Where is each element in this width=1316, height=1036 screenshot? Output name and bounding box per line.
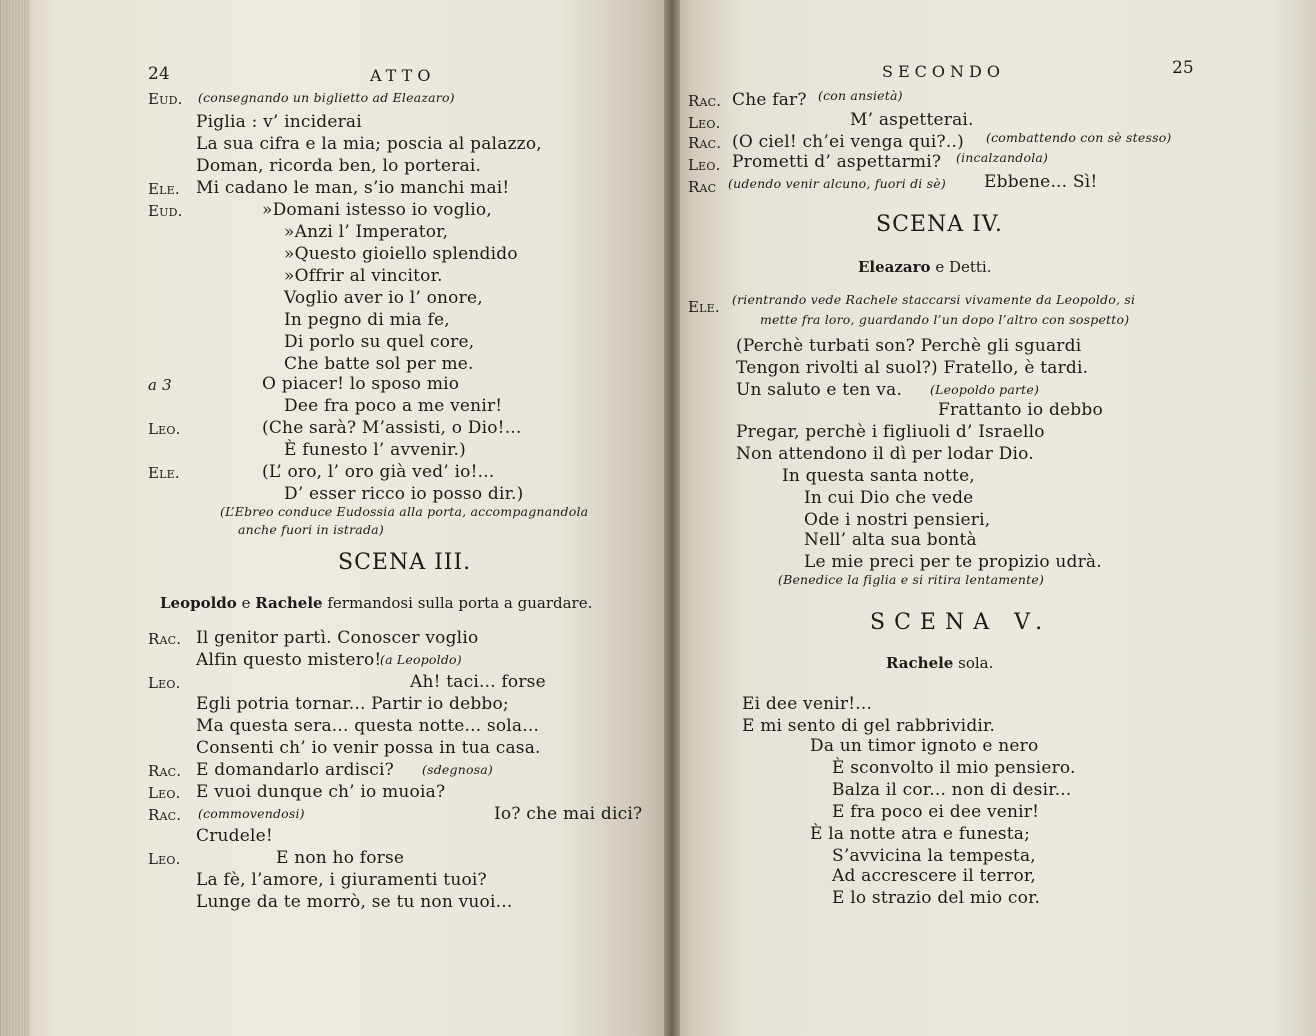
cast-note: sola. [958, 654, 994, 672]
speaker: Leo. [688, 114, 721, 132]
verse-line: (Che sarà? M’assisti, o Dio!... [262, 418, 522, 438]
speaker: Leo. [148, 674, 181, 692]
speaker: Rac. [688, 92, 722, 110]
scene-title: SCENA IV. [876, 212, 1003, 237]
verse-line: (Perchè turbati son? Perchè gli sguardi [736, 336, 1082, 356]
verse-line: E lo strazio del mio cor. [832, 888, 1041, 908]
stage-direction: (consegnando un biglietto ad Eleazaro) [198, 90, 455, 105]
speaker: Rac. [148, 630, 182, 648]
verse-line: Che far? [732, 90, 807, 110]
verse-line: Che batte sol per me. [284, 354, 474, 374]
stage-direction: (combattendo con sè stesso) [986, 130, 1172, 145]
cast-line [160, 594, 592, 612]
speaker: Ele. [688, 298, 720, 316]
verse-line: Balza il cor... non di desir... [832, 780, 1072, 800]
verse-line: O piacer! lo sposo mio [262, 374, 460, 394]
verse-line: Alfin questo mistero! [196, 650, 382, 670]
verse-line: Ode i nostri pensieri, [804, 510, 991, 530]
verse-line: La sua cifra e la mia; poscia al palazzo, [196, 134, 542, 154]
stage-direction: (incalzandola) [956, 150, 1049, 165]
verse-line: E mi sento di gel rabbrividir. [742, 716, 996, 736]
page-number: 24 [148, 64, 170, 84]
stage-direction: (Leopoldo parte) [930, 382, 1040, 397]
verse-line: Mi cadano le man, s’io manchi mai! [196, 178, 510, 198]
verse-line: Ebbene... Sì! [984, 172, 1098, 192]
stage-direction: (L’Ebreo conduce Eudossia alla porta, accompagnandola [220, 504, 589, 519]
verse-line: (O ciel! ch’ei venga qui?..) [732, 132, 964, 152]
verse-line: Nell’ alta sua bontà [804, 530, 977, 550]
speaker: Leo. [148, 850, 181, 868]
verse-line: E non ho forse [276, 848, 405, 868]
verse-line: Crudele! [196, 826, 273, 846]
stage-direction: (rientrando vede Rachele staccarsi vivamente da Leopoldo, si [732, 292, 1136, 307]
stage-direction: anche fuori in istrada) [238, 522, 384, 537]
verse-line: »Domani istesso io voglio, [262, 200, 492, 220]
verse-line: È la notte atra e funesta; [810, 824, 1031, 844]
speaker: Ele. [148, 464, 180, 482]
verse-line: Lunge da te morrò, se tu non vuoi... [196, 892, 513, 912]
stage-direction: (commovendosi) [198, 806, 305, 821]
verse-line: È funesto l’ avvenir.) [284, 440, 466, 460]
speaker: Rac. [688, 134, 722, 152]
verse-line: Ah! taci... forse [410, 672, 546, 692]
verse-line: Prometti d’ aspettarmi? [732, 152, 942, 172]
verse-line: Io? che mai dici? [494, 804, 643, 824]
stage-direction: (Benedice la figlia e si ritira lentamente) [778, 572, 1045, 587]
page-number: 25 [1172, 58, 1194, 78]
page-edges [0, 0, 30, 1036]
verse-line: Non attendono il dì per lodar Dio. [736, 444, 1034, 464]
running-head: ATTO [370, 66, 436, 85]
verse-line: »Offrir al vincitor. [284, 266, 443, 286]
verse-line: Dee fra poco a me venir! [284, 396, 503, 416]
cast-name: Leopoldo [160, 594, 237, 612]
running-head: SECONDO [882, 62, 1005, 81]
speaker: Eud. [148, 202, 183, 220]
stage-direction: (udendo venir alcuno, fuori di sè) [728, 176, 946, 191]
speaker: Leo. [148, 420, 181, 438]
speaker: Rac. [148, 762, 182, 780]
verse-line: Di porlo su quel core, [284, 332, 475, 352]
speaker: Ele. [148, 180, 180, 198]
cast-name: Rachele [886, 654, 954, 672]
cast-conj: e [241, 594, 251, 612]
verse-line: Voglio aver io l’ onore, [284, 288, 483, 308]
cast-note: e Detti. [935, 258, 992, 276]
verse-line: Tengon rivolti al suol?) Fratello, è tardi. [736, 358, 1089, 378]
verse-line: Pregar, perchè i figliuoli d’ Israello [736, 422, 1045, 442]
verse-line: In pegno di mia fe, [284, 310, 450, 330]
verse-line: Ma questa sera... questa notte... sola... [196, 716, 540, 736]
verse-line: Ei dee venir!... [742, 694, 873, 714]
stage-direction: (a Leopoldo) [380, 652, 462, 667]
verse-line: E fra poco ei dee venir! [832, 802, 1040, 822]
speaker: a 3 [148, 376, 172, 394]
right-page [672, 0, 1316, 1036]
book-gutter [664, 0, 680, 1036]
verse-line: D’ esser ricco io posso dir.) [284, 484, 524, 504]
verse-line: Il genitor partì. Conoscer voglio [196, 628, 479, 648]
stage-direction: (sdegnosa) [422, 762, 494, 777]
verse-line: Da un timor ignoto e nero [810, 736, 1039, 756]
verse-line: Egli potria tornar... Partir io debbo; [196, 694, 509, 714]
verse-line: E vuoi dunque ch’ io muoia? [196, 782, 446, 802]
speaker: Leo. [688, 156, 721, 174]
scene-title: SCENA III. [338, 550, 472, 575]
verse-line: Consenti ch’ io venir possa in tua casa. [196, 738, 541, 758]
verse-line: »Questo gioiello splendido [284, 244, 518, 264]
speaker: Rac [688, 178, 717, 196]
verse-line: S’avvicina la tempesta, [832, 846, 1036, 866]
cast-line [886, 654, 993, 672]
verse-line: In cui Dio che vede [804, 488, 974, 508]
verse-line: La fè, l’amore, i giuramenti tuoi? [196, 870, 487, 890]
speaker: Leo. [148, 784, 181, 802]
verse-line: »Anzi l’ Imperator, [284, 222, 449, 242]
speaker: Rac. [148, 806, 182, 824]
verse-line: Frattanto io debbo [938, 400, 1103, 420]
verse-line: Piglia : v’ inciderai [196, 112, 362, 132]
scene-title: SCENA V. [870, 610, 1052, 635]
verse-line: Le mie preci per te propizio udrà. [804, 552, 1102, 572]
cast-name: Eleazaro [858, 258, 931, 276]
verse-line: E domandarlo ardisci? [196, 760, 394, 780]
cast-line [858, 258, 992, 276]
cast-name: Rachele [255, 594, 323, 612]
speaker: Eud. [148, 90, 183, 108]
verse-line: M’ aspetterai. [850, 110, 974, 130]
verse-line: Un saluto e ten va. [736, 380, 903, 400]
stage-direction: mette fra loro, guardando l’un dopo l’altro con sospetto) [760, 312, 1130, 327]
stage-direction: (con ansietà) [818, 88, 903, 103]
verse-line: (L’ oro, l’ oro già ved’ io!... [262, 462, 495, 482]
cast-note: fermandosi sulla porta a guardare. [327, 594, 593, 612]
verse-line: Ad accrescere il terror, [832, 866, 1036, 886]
verse-line: In questa santa notte, [782, 466, 975, 486]
verse-line: È sconvolto il mio pensiero. [832, 758, 1076, 778]
verse-line: Doman, ricorda ben, lo porterai. [196, 156, 482, 176]
